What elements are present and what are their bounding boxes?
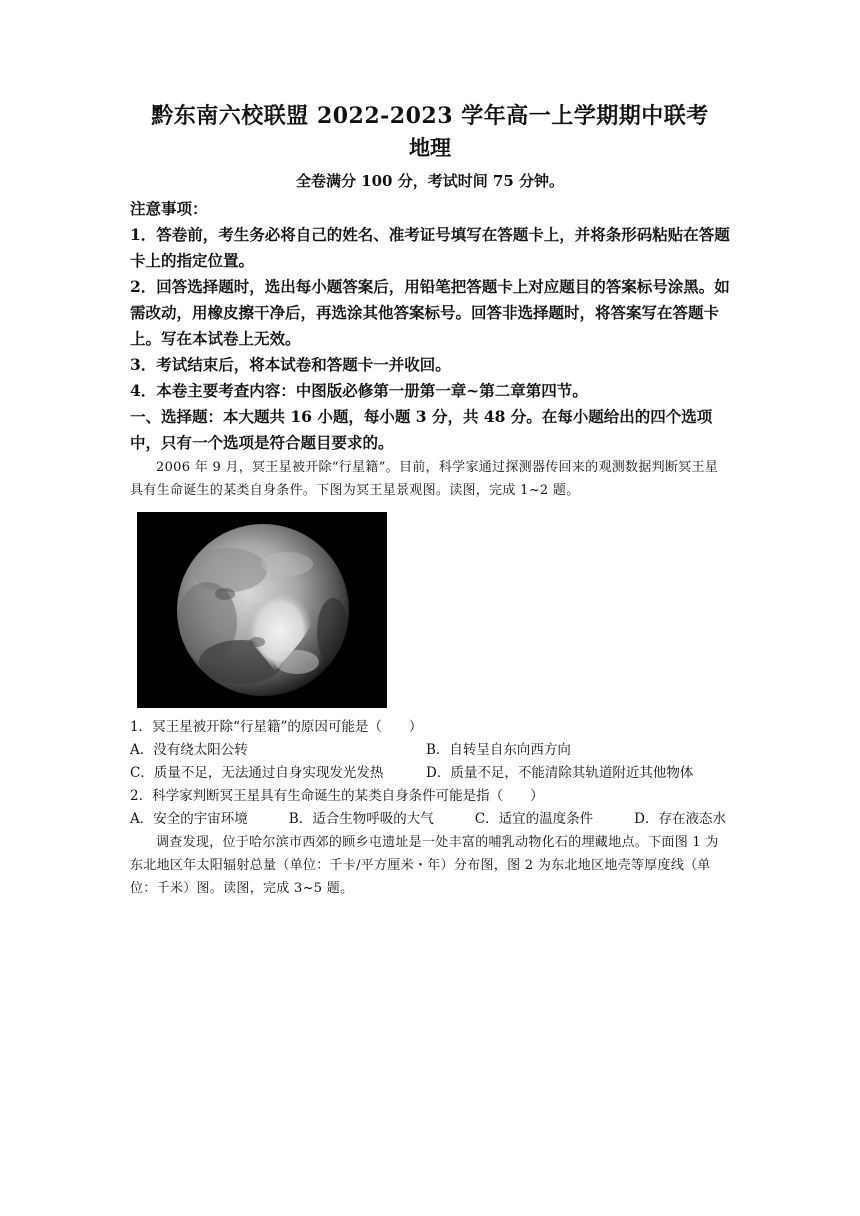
question-intro-2: 调查发现，位于哈尔滨市西郊的顾乡屯遗址是一处丰富的哺乳动物化石的埋藏地点。下面图 1 为东北地区年太阳辐射总量（单位：千卡/平方厘米・年）分布图，图 2 为东北地区地壳等厚度线（单位：千米）图。读图，完成 3~5 题。 [130,835,719,896]
notice-item-2: 2．回答选择题时，选出每小题答案后，用铅笔把答题卡上对应题目的答案标号涂黑。如需改动，用橡皮擦干净后，再选涂其他答案标号。回答非选择题时，将答案写在答题卡上。写在本试卷上无效。 [130,277,730,348]
notice-item-1: 1．答卷前，考生务必将自己的姓名、准考证号填写在答题卡上，并将条形码粘贴在答题卡上的指定位置。 [130,225,730,270]
exam-page [130,100,730,900]
question-2-options [130,808,726,831]
question-intro-1: 2006 年 9 月，冥王星被开除“行星籍”。目前，科学家通过探测器传回来的观测数据判断冥王星具有生命诞生的某类自身条件。下图为冥王星景观图。读图，完成 1~2 题。 [130,460,719,498]
pluto-planet-illustration [137,512,387,708]
q2-option-b: B．适合生物呼吸的大气 [288,811,434,827]
question-2-stem: 2．科学家判断冥王星具有生命诞生的某类自身条件可能是指（ ） [130,788,544,804]
notice-item-4: 4．本卷主要考查内容：中图版必修第一册第一章~第二章第四节。 [130,381,588,400]
q2-option-a: A．安全的宇宙环境 [130,811,248,827]
section-heading: 一、选择题：本大题共 16 小题，每小题 3 分，共 48 分。在每小题给出的四个选项中，只有一个选项是符合题目要求的。 [130,407,713,452]
q2-option-c: C．适宜的温度条件 [474,811,594,827]
notice-heading: 注意事项： [130,199,208,218]
question-1-options [130,739,730,785]
q1-option-b: B．自转呈自东向西方向 [426,742,571,758]
q2-option-d: D．存在液态水 [634,811,726,827]
exam-subject: 地理 [409,135,451,160]
pluto-image [137,512,387,708]
q1-option-a: A．没有绕太阳公转 [130,742,248,758]
q1-option-c: C．质量不足，无法通过自身实现发光发热 [130,765,384,781]
notice-item-3: 3．考试结束后，将本试卷和答题卡一并收回。 [130,355,451,374]
q1-option-d: D．质量不足，不能清除其轨道附近其他物体 [426,765,694,781]
question-1-stem: 1．冥王星被开除“行星籍”的原因可能是（ ） [130,719,423,735]
score-line: 全卷满分 100 分，考试时间 75 分钟。 [295,172,565,190]
exam-title: 黔东南六校联盟 2022-2023 学年高一上学期期中联考 [151,103,709,129]
